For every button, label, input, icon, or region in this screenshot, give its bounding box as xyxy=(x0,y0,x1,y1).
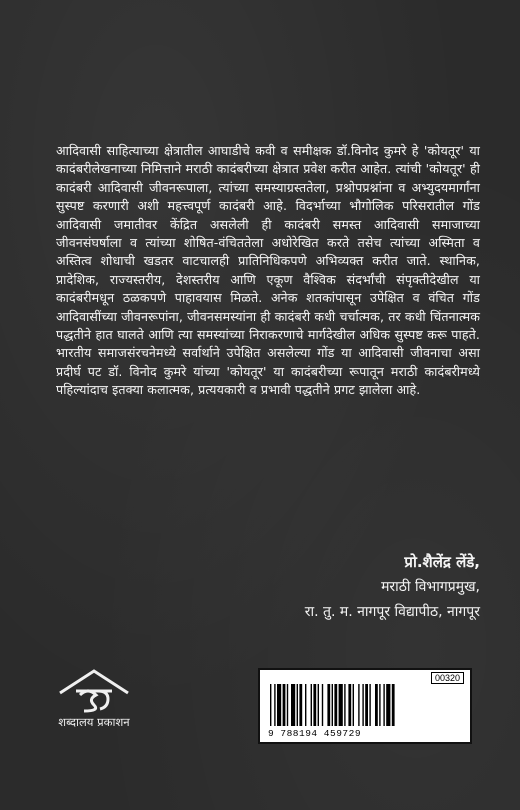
barcode-bars xyxy=(270,684,460,726)
barcode xyxy=(258,668,472,744)
reviewer-role: मराठी विभागप्रमुख, xyxy=(381,579,480,595)
reviewer-name: प्रो.शैलेंद्र लेंडे, xyxy=(404,553,480,571)
reviewer-signature xyxy=(180,550,480,625)
price-code: 00320 xyxy=(431,672,464,684)
book-blurb: आदिवासी साहित्याच्या क्षेत्रातील आघाडीचे कवी व समीक्षक डॉ.विनोद कुमरे हे 'कोयतूर' या कादंबरीलेखनाच्या निमित्ताने मराठी कादंबरीच्या क्षेत्रात प्रवेश करीत आहेत. त्यांची 'कोयतूर' ही कादंबरी आदिवासी जीवनरूपाला, त्यांच्या समस्याग्रस्ततेला, प्रश्नोपप्रश्नांना व अभ्युदयमार्गांना सुस्पष्ट करणारी अशी महत्त्वपूर्ण कादंबरी आहे. विदर्भाच्या भौगोलिक परिसरातील गोंड आदिवासी जमातीवर केंद्रित असलेली ही कादंबरी समस्त आदिवासी समाजाच्या जीवनसंघर्षाला व त्यांच्या शोषित-वंचिततेला अधोरेखित करते तसेच त्यांच्या अस्मिता व अस्तित्व शोधाची खडतर वाटचालही प्रातिनिधिकपणे अभिव्यक्त करीत जाते. स्थानिक, प्रादेशिक, राज्यस्तरीय, देशस्तरीय आणि एकूण वैश्विक संदर्भांची संपृक्तीदेखील या कादंबरीमधून ठळकपणे पाहावयास मिळते. अनेक शतकांपासून उपेक्षित व वंचित गोंड आदिवासींच्या जीवनरूपांना, जीवनसमस्यांना ही कादंबरी कधी चर्चात्मक, तर कधी चिंतनात्मक पद्धतीने हात घालते आणि त्या समस्यांच्या निराकरणाचे मार्गदेखील अधिक सुस्पष्ट करू पाहते. भारतीय समाजसंरचनेमध्ये सर्वार्थाने उपेक्षित असलेल्या गोंड या आदिवासी जीवनाचा असा प्रदीर्घ पट डॉ. विनोद कुमरे यांच्या 'कोयतूर' या कादंबरीच्या रूपातून मराठी कादंबरीमध्ये पहिल्यांदाच इतक्या कलात्मक, प्रत्ययकारी व प्रभावी पद्धतीने प्रगट झालेला आहे. xyxy=(56,143,480,398)
publisher-name: शब्दालय प्रकाशन xyxy=(58,715,130,729)
publisher-block xyxy=(34,665,154,730)
reviewer-affiliation: रा. तु. म. नागपूर विद्यापीठ, नागपूर xyxy=(304,604,480,620)
shabdalay-logo-icon xyxy=(54,665,134,713)
isbn-number: 9 788194 459729 xyxy=(268,728,362,739)
